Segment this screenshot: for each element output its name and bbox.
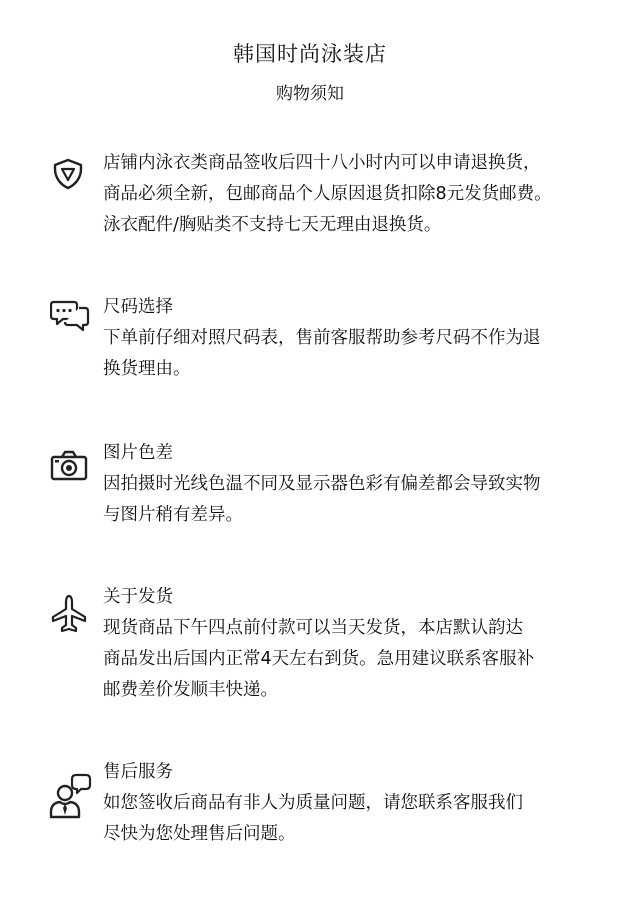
return-policy-line-1: 店铺内泳衣类商品签收后四十八小时内可以申请退换货， [103,153,541,173]
shipping-heading: 关于发货 [103,587,173,607]
shipping-text [103,582,608,706]
shipping-line-3: 邮费差价发顺丰快递。 [103,680,278,700]
shield-icon [50,156,90,196]
return-policy-line-2: 商品必须全新，包邮商品个人原因退货扣除8元发货邮费。 [103,184,552,204]
chat-bubbles-icon [50,296,90,336]
shipping-line-1: 现货商品下午四点前付款可以当天发货，本店默认韵达 [103,618,523,638]
size-selection-text [103,292,608,385]
size-selection-heading: 尺码选择 [103,297,173,317]
color-difference-line-2: 与图片稍有差异。 [103,505,243,525]
after-sales-line-2: 尽快为您处理售后问题。 [103,824,296,844]
color-difference-text [103,438,608,531]
return-policy-line-3: 泳衣配件/胸贴类不支持七天无理由退换货。 [103,215,442,235]
after-sales-heading: 售后服务 [103,762,173,782]
after-sales-line-1: 如您签收后商品有非人为质量问题，请您联系客服我们 [103,793,523,813]
shipping-line-2: 商品发出后国内正常4天左右到货。急用建议联系客服补 [103,649,535,669]
color-difference-heading: 图片色差 [103,443,173,463]
customer-service-icon [48,773,88,813]
size-selection-line-2: 换货理由。 [103,359,191,379]
page-subtitle: 购物须知 [276,84,344,104]
airplane-icon [50,594,90,634]
color-difference-line-1: 因拍摄时光线色温不同及显示器色彩有偏差都会导致实物 [103,474,541,494]
camera-icon [50,448,90,488]
after-sales-text [103,757,608,850]
size-selection-line-1: 下单前仔细对照尺码表，售前客服帮助参考尺码不作为退 [103,328,541,348]
store-title: 韩国时尚泳装店 [233,42,387,66]
return-policy-text [103,148,608,241]
